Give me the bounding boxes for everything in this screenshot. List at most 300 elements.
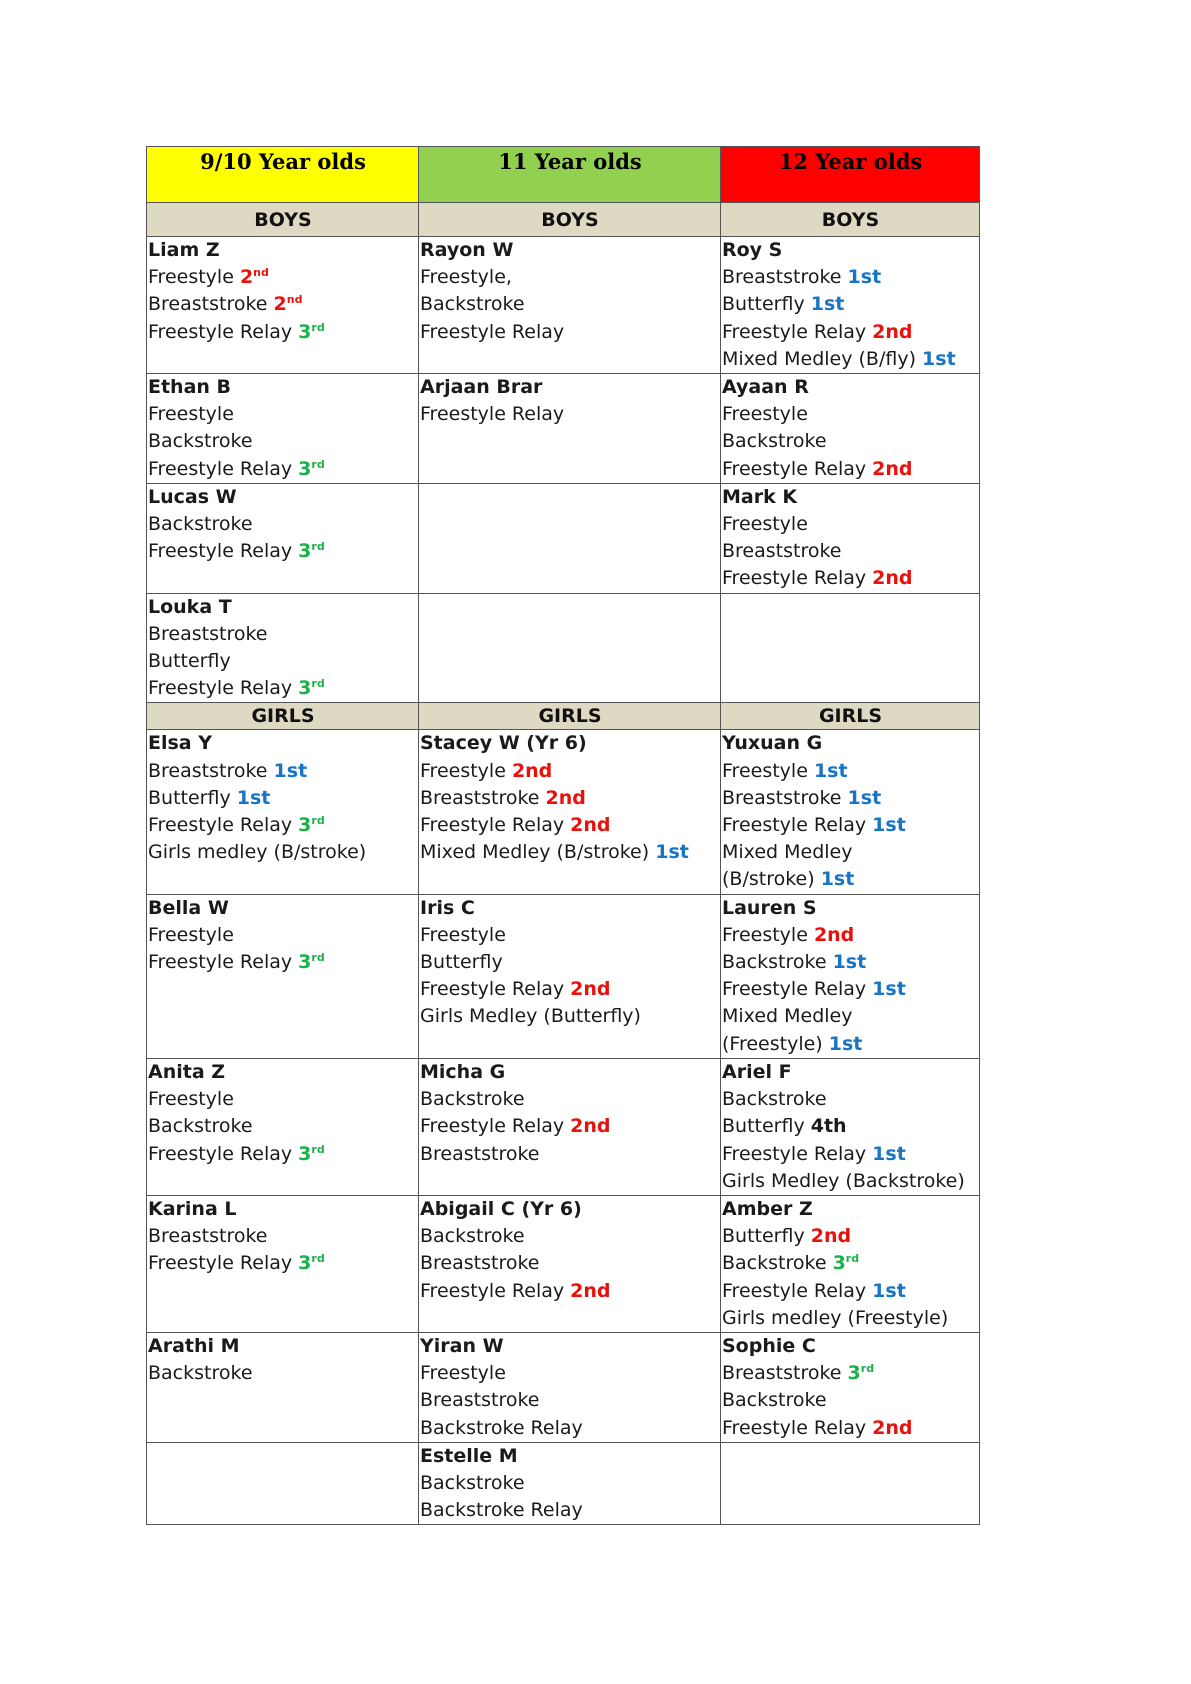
event-name: Freestyle Relay: [420, 814, 565, 837]
swimmer-name: Ariel F: [722, 1060, 792, 1083]
event-line: [722, 264, 979, 291]
event-line: [722, 346, 979, 373]
event-name: Breaststroke: [420, 1389, 540, 1412]
placement-badge: [298, 540, 325, 562]
event-line: [148, 675, 418, 702]
swimmer-name: Estelle M: [420, 1444, 518, 1467]
age-group-header-row: [147, 147, 980, 203]
swimmer-name: Lauren S: [722, 896, 817, 919]
event-name: Breaststroke: [420, 786, 540, 809]
event-name: Girls Medley (Butterfly): [420, 1005, 641, 1028]
event-name: Breaststroke: [420, 1252, 540, 1275]
placement-value: 3: [298, 814, 312, 837]
swimmer-name: Louka T: [148, 595, 232, 618]
swimmer-cell: [419, 1442, 721, 1525]
event-line: [148, 401, 418, 428]
event-line: [722, 976, 979, 1003]
placement-badge: [872, 321, 912, 343]
event-name: Girls medley (B/stroke): [148, 841, 367, 864]
placement-value: 1st: [810, 293, 845, 316]
placement-badge: [821, 868, 855, 890]
placement-value: 2nd: [813, 923, 855, 946]
event-name: Freestyle Relay: [722, 1279, 867, 1302]
event-line: [148, 621, 418, 648]
placement-badge: [848, 266, 882, 288]
event-name: Mixed Medley (B/fly): [722, 347, 916, 370]
event-name: Freestyle Relay: [420, 403, 565, 426]
event-name: Girls medley (Freestyle): [722, 1306, 949, 1329]
event-name: Backstroke: [420, 293, 525, 316]
event-name: Breaststroke: [420, 1142, 540, 1165]
placement-value: 3: [847, 1362, 861, 1385]
placement-badge: [814, 924, 854, 946]
event-name: Freestyle Relay: [148, 540, 293, 563]
event-line: [420, 1086, 720, 1113]
swimmer-name: Karina L: [148, 1197, 237, 1220]
placement-value: 2nd: [570, 1115, 611, 1138]
swimmer-cell: [721, 1195, 980, 1332]
section-label-12: GIRLS: [721, 703, 980, 730]
event-name: Freestyle Relay: [148, 677, 293, 700]
swimmer-name: Yiran W: [420, 1334, 504, 1357]
event-line: [148, 456, 418, 483]
event-line: [722, 1360, 979, 1387]
event-line: [722, 1387, 979, 1414]
event-line: [148, 319, 418, 346]
placement-value: 2: [273, 293, 287, 316]
event-line: [722, 511, 979, 538]
placement-value: 2nd: [570, 978, 611, 1001]
event-line: [420, 1113, 720, 1140]
swimmer-cell: [721, 730, 980, 894]
placement-value: 2nd: [511, 759, 553, 782]
event-name: Freestyle Relay: [420, 320, 565, 343]
placement-value: 1st: [872, 1142, 906, 1165]
placement-badge: [872, 1143, 906, 1165]
swimmer-cell: [721, 593, 980, 703]
event-name: Breaststroke: [148, 1225, 268, 1248]
placement-value: 1st: [872, 814, 906, 837]
placement-badge: [872, 1280, 906, 1302]
placement-badge: [811, 1225, 851, 1247]
event-line: [148, 428, 418, 455]
swimmer-cell: [721, 894, 980, 1058]
placement-badge: [274, 293, 303, 315]
event-line: [420, 758, 720, 785]
swimmer-cell: [147, 730, 419, 894]
event-line: [148, 839, 418, 866]
swimmer-cell: [419, 593, 721, 703]
event-line: [148, 648, 418, 675]
event-line: [722, 1305, 979, 1332]
event-line: [420, 1360, 720, 1387]
placement-value: 1st: [273, 759, 308, 782]
swimmer-cell: [721, 483, 980, 593]
event-line: [722, 839, 979, 866]
placement-badge: [298, 458, 325, 480]
swimmer-cell: [147, 1195, 419, 1332]
event-name: Backstroke: [722, 951, 827, 974]
placement-suffix: rd: [311, 320, 325, 334]
swimmer-name: Roy S: [722, 239, 783, 261]
event-line: [722, 1031, 979, 1058]
event-name: Freestyle,: [420, 266, 512, 289]
event-line: [420, 1003, 720, 1030]
event-name: (B/stroke): [722, 868, 815, 891]
event-name: Freestyle: [148, 266, 234, 289]
placement-badge: [811, 1115, 847, 1137]
table-row: [147, 1058, 980, 1195]
placement-badge: [298, 1143, 325, 1165]
event-line: [420, 1141, 720, 1168]
event-name: Freestyle Relay: [148, 814, 293, 837]
event-name: Freestyle Relay: [420, 1115, 565, 1138]
placement-value: 3: [298, 457, 312, 480]
event-line: [722, 758, 979, 785]
event-name: Freestyle Relay: [148, 1142, 293, 1165]
event-line: [148, 1141, 418, 1168]
placement-value: 1st: [872, 1279, 906, 1302]
section-header-row: [147, 703, 980, 730]
placement-badge: [829, 1033, 863, 1055]
event-name: Freestyle: [722, 403, 808, 426]
placement-value: 3: [298, 1252, 312, 1275]
placement-value: 4th: [810, 1115, 847, 1138]
event-line: [722, 1250, 979, 1277]
event-line: [420, 1387, 720, 1414]
placement-badge: [546, 787, 586, 809]
placement-badge: [298, 321, 325, 343]
event-name: Freestyle: [148, 403, 234, 426]
event-line: [722, 1113, 979, 1140]
section-label-12: BOYS: [721, 203, 980, 237]
event-name: Freestyle Relay: [722, 978, 867, 1001]
placement-badge: [570, 978, 610, 1000]
placement-badge: [814, 760, 848, 782]
placement-badge: [833, 1252, 860, 1274]
event-line: [420, 922, 720, 949]
event-line: [148, 511, 418, 538]
event-line: [722, 785, 979, 812]
event-line: [722, 866, 979, 893]
event-name: Freestyle: [148, 1088, 234, 1111]
placement-value: 1st: [872, 978, 906, 1001]
event-name: Backstroke: [722, 1389, 827, 1412]
event-name: Breaststroke: [722, 266, 842, 289]
event-line: [722, 1223, 979, 1250]
placement-suffix: nd: [253, 266, 269, 280]
table-row: [147, 1332, 980, 1442]
event-name: Butterfly: [722, 1225, 805, 1248]
placement-value: 2nd: [872, 1416, 913, 1439]
section-label-9-10: GIRLS: [147, 703, 419, 730]
swimmer-name: Amber Z: [722, 1197, 813, 1220]
event-line: [420, 976, 720, 1003]
placement-suffix: rd: [311, 1142, 325, 1156]
event-line: [148, 812, 418, 839]
event-name: Backstroke: [148, 430, 253, 453]
event-line: [722, 401, 979, 428]
placement-badge: [872, 814, 906, 836]
table-row: [147, 1195, 980, 1332]
placement-value: 3: [298, 540, 312, 563]
event-line: [148, 538, 418, 565]
event-line: [148, 1113, 418, 1140]
swimmer-cell: [147, 1442, 419, 1525]
event-line: [420, 1497, 720, 1524]
placement-value: 1st: [828, 1032, 863, 1055]
placement-badge: [512, 760, 552, 782]
event-name: Butterfly: [722, 293, 805, 316]
placement-suffix: rd: [860, 1362, 875, 1376]
placement-value: 3: [832, 1252, 846, 1275]
swimmer-name: Micha G: [420, 1060, 506, 1083]
event-line: [722, 1141, 979, 1168]
swimmer-cell: [419, 1332, 721, 1442]
event-line: [722, 428, 979, 455]
event-name: Backstroke Relay: [420, 1499, 583, 1522]
event-line: [420, 839, 720, 866]
placement-badge: [570, 814, 610, 836]
event-name: Freestyle: [722, 513, 808, 536]
placement-value: 1st: [847, 266, 882, 289]
event-name: Mixed Medley (B/stroke): [420, 841, 650, 864]
placement-value: 1st: [820, 868, 855, 891]
event-line: [722, 1086, 979, 1113]
swimmer-cell: [147, 374, 419, 484]
swimmer-cell: [147, 1058, 419, 1195]
event-name: Butterfly: [722, 1115, 805, 1138]
placement-value: 2nd: [872, 457, 913, 480]
swimmer-name: Abigail C (Yr 6): [420, 1197, 582, 1220]
table-row: [147, 894, 980, 1058]
placement-suffix: rd: [311, 814, 325, 828]
placement-badge: [655, 841, 689, 863]
event-line: [148, 949, 418, 976]
swimmer-name: Bella W: [148, 896, 229, 919]
swimmer-name: Arathi M: [148, 1334, 240, 1357]
swimmer-cell: [147, 894, 419, 1058]
event-name: Freestyle Relay: [148, 320, 293, 343]
event-name: Backstroke: [722, 1252, 827, 1275]
swimmer-name: Mark K: [722, 485, 798, 508]
event-line: [420, 949, 720, 976]
placement-value: 1st: [922, 347, 956, 370]
placement-badge: [872, 978, 906, 1000]
event-name: Mixed Medley: [722, 841, 853, 864]
event-name: Freestyle Relay: [722, 1142, 867, 1165]
swimmer-name: Yuxuan G: [722, 732, 823, 755]
event-line: [148, 922, 418, 949]
event-name: Freestyle Relay: [722, 814, 867, 837]
event-line: [722, 812, 979, 839]
event-line: [420, 1415, 720, 1442]
event-name: Backstroke: [148, 1115, 253, 1138]
event-line: [722, 291, 979, 318]
event-name: Freestyle Relay: [148, 457, 293, 480]
placement-value: 1st: [236, 786, 271, 809]
table-row: [147, 237, 980, 374]
swimmer-name: Liam Z: [148, 239, 220, 261]
swimmer-name: Ethan B: [148, 376, 232, 399]
swimmer-name: Rayon W: [420, 239, 514, 261]
age-group-header-9-10: 9/10 Year olds: [147, 147, 419, 203]
event-line: [420, 1278, 720, 1305]
event-line: [148, 264, 418, 291]
event-line: [722, 922, 979, 949]
swimmer-name: Lucas W: [148, 485, 237, 508]
event-name: Butterfly: [148, 650, 231, 673]
swimmer-name: Elsa Y: [148, 732, 212, 755]
swimmer-name: Anita Z: [148, 1060, 226, 1083]
event-name: Freestyle: [420, 1362, 506, 1385]
event-name: Backstroke: [148, 513, 253, 536]
placement-value: 2: [239, 266, 254, 289]
placement-value: 2nd: [872, 320, 913, 343]
section-label-9-10: BOYS: [147, 203, 419, 237]
placement-value: 3: [298, 677, 312, 700]
event-name: Breaststroke: [722, 1362, 842, 1385]
swimmer-cell: [147, 593, 419, 703]
event-line: [722, 538, 979, 565]
event-line: [420, 1470, 720, 1497]
placement-suffix: rd: [311, 1252, 325, 1266]
event-line: [722, 1003, 979, 1030]
event-name: Backstroke: [420, 1088, 525, 1111]
swimmer-cell: [147, 483, 419, 593]
placement-value: 1st: [847, 786, 882, 809]
placement-badge: [872, 1417, 912, 1439]
placement-badge: [274, 760, 308, 782]
swimmer-cell: [419, 894, 721, 1058]
event-line: [420, 812, 720, 839]
swimmer-cell: [419, 730, 721, 894]
event-line: [420, 1223, 720, 1250]
event-name: Freestyle Relay: [722, 320, 867, 343]
placement-badge: [848, 787, 882, 809]
event-line: [420, 291, 720, 318]
event-name: Freestyle: [420, 759, 506, 782]
event-line: [722, 456, 979, 483]
event-name: Backstroke: [148, 1362, 253, 1385]
placement-badge: [240, 266, 269, 288]
results-table-body: [147, 147, 980, 1525]
swimmer-name: Ayaan R: [722, 376, 809, 399]
placement-value: 2nd: [872, 567, 913, 590]
swimmer-cell: [721, 1332, 980, 1442]
placement-badge: [237, 787, 271, 809]
placement-badge: [298, 677, 325, 699]
section-label-11: BOYS: [419, 203, 721, 237]
event-name: Freestyle Relay: [722, 567, 867, 590]
placement-value: 3: [298, 951, 312, 974]
event-line: [722, 949, 979, 976]
table-row: [147, 730, 980, 894]
swimmer-cell: [147, 1332, 419, 1442]
placement-badge: [833, 951, 867, 973]
event-line: [148, 758, 418, 785]
placement-badge: [298, 814, 325, 836]
event-line: [722, 1168, 979, 1195]
event-line: [148, 1250, 418, 1277]
placement-value: 1st: [655, 841, 689, 864]
event-name: Freestyle Relay: [148, 1252, 293, 1275]
event-name: Freestyle Relay: [148, 951, 293, 974]
swimmer-cell: [419, 237, 721, 374]
event-name: Freestyle Relay: [722, 1416, 867, 1439]
event-line: [148, 1223, 418, 1250]
placement-value: 3: [298, 1142, 312, 1165]
age-group-header-12: 12 Year olds: [721, 147, 980, 203]
placement-suffix: rd: [311, 677, 325, 691]
section-label-11: GIRLS: [419, 703, 721, 730]
event-line: [420, 264, 720, 291]
swimmer-name: Arjaan Brar: [420, 376, 543, 399]
event-line: [722, 319, 979, 346]
swimmer-cell: [721, 1058, 980, 1195]
placement-badge: [922, 348, 956, 370]
placement-value: 2nd: [570, 1279, 611, 1302]
swimmer-cell: [147, 237, 419, 374]
swimmer-name: Sophie C: [722, 1334, 816, 1357]
placement-badge: [811, 293, 845, 315]
event-name: Butterfly: [420, 951, 503, 974]
placement-badge: [570, 1280, 610, 1302]
swimmer-cell: [721, 1442, 980, 1525]
event-name: Freestyle: [148, 923, 234, 946]
event-line: [148, 785, 418, 812]
age-group-header-11: 11 Year olds: [419, 147, 721, 203]
placement-badge: [298, 1252, 325, 1274]
event-name: (Freestyle): [722, 1032, 823, 1055]
section-header-row: [147, 203, 980, 237]
swimmer-cell: [419, 374, 721, 484]
table-row: [147, 483, 980, 593]
results-table: [146, 146, 980, 1525]
event-name: Freestyle Relay: [722, 457, 867, 480]
event-line: [148, 1086, 418, 1113]
event-name: Breaststroke: [148, 622, 268, 645]
placement-suffix: rd: [311, 457, 325, 471]
placement-badge: [872, 567, 912, 589]
table-row: [147, 374, 980, 484]
event-line: [722, 1415, 979, 1442]
swimmer-name: Stacey W (Yr 6): [420, 732, 587, 755]
event-name: Freestyle: [722, 759, 808, 782]
event-name: Breaststroke: [722, 540, 842, 563]
event-name: Freestyle: [420, 923, 506, 946]
event-name: Breaststroke: [148, 293, 268, 316]
event-line: [420, 1250, 720, 1277]
event-line: [148, 291, 418, 318]
swimmer-name: Iris C: [420, 896, 475, 919]
event-name: Freestyle Relay: [420, 1279, 565, 1302]
swimmer-cell: [721, 237, 980, 374]
event-name: Mixed Medley: [722, 1005, 853, 1028]
placement-badge: [872, 458, 912, 480]
event-name: Backstroke: [722, 430, 827, 453]
placement-suffix: rd: [311, 540, 325, 554]
placement-value: 1st: [813, 759, 848, 782]
placement-suffix: rd: [311, 951, 325, 965]
event-name: Backstroke Relay: [420, 1416, 583, 1439]
placement-suffix: rd: [845, 1252, 860, 1266]
placement-badge: [570, 1115, 610, 1137]
table-row: [147, 593, 980, 703]
event-name: Breaststroke: [722, 786, 842, 809]
table-row: [147, 1442, 980, 1525]
event-name: Backstroke: [420, 1471, 525, 1494]
